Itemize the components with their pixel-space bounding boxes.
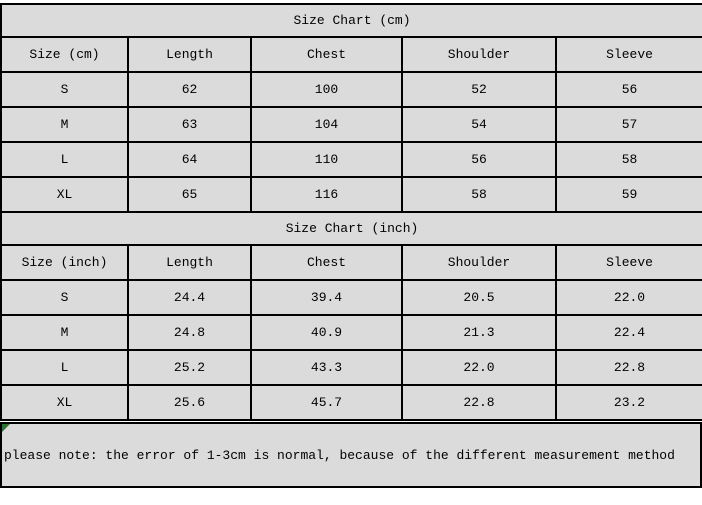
table-row [1,177,702,212]
table-row [1,142,702,177]
size-label-cell: XL [1,385,128,420]
table-cell: 24.4 [128,280,251,315]
table-cell: 25.2 [128,350,251,385]
table-cell: 22.0 [556,280,702,315]
table-row [1,350,702,385]
table-cell: 100 [251,72,402,107]
table-cell: 39.4 [251,280,402,315]
column-header: Shoulder [402,245,556,280]
table-cell: 56 [402,142,556,177]
table-row [1,107,702,142]
column-header: Length [128,37,251,72]
table-cell: 23.2 [556,385,702,420]
table-row [1,315,702,350]
table-cell: 21.3 [402,315,556,350]
table-title-row [1,212,702,245]
table-cell: 110 [251,142,402,177]
table-cell: 59 [556,177,702,212]
table-cell: 22.8 [402,385,556,420]
table-cell: 64 [128,142,251,177]
table-row [1,280,702,315]
table-cell: 58 [556,142,702,177]
note-box [0,422,702,488]
note-text: please note: the error of 1-3cm is normal, because of the different measurement method [4,447,675,463]
column-header: Size (cm) [1,37,128,72]
table-cell: 58 [402,177,556,212]
table-cell: 57 [556,107,702,142]
size-label-cell: M [1,107,128,142]
table-cell: 40.9 [251,315,402,350]
table-cell: 22.8 [556,350,702,385]
table-cell: 43.3 [251,350,402,385]
column-header: Sleeve [556,37,702,72]
column-header: Size (inch) [1,245,128,280]
column-header: Sleeve [556,245,702,280]
column-header: Chest [251,245,402,280]
table-title: Size Chart (inch) [1,212,702,245]
table-title-row [1,4,702,37]
table-row [1,72,702,107]
table-cell: 20.5 [402,280,556,315]
size-label-cell: XL [1,177,128,212]
table-cell: 56 [556,72,702,107]
table-cell: 25.6 [128,385,251,420]
cell-corner-triangle-icon [2,424,10,432]
table-row [1,385,702,420]
table-cell: 24.8 [128,315,251,350]
size-table-body [1,4,702,420]
table-cell: 54 [402,107,556,142]
table-cell: 45.7 [251,385,402,420]
table-cell: 22.0 [402,350,556,385]
table-cell: 65 [128,177,251,212]
header-row [1,37,702,72]
table-cell: 52 [402,72,556,107]
size-label-cell: S [1,280,128,315]
header-row [1,245,702,280]
table-cell: 116 [251,177,402,212]
size-label-cell: S [1,72,128,107]
table-cell: 63 [128,107,251,142]
column-header: Length [128,245,251,280]
table-cell: 104 [251,107,402,142]
size-label-cell: M [1,315,128,350]
size-label-cell: L [1,142,128,177]
column-header: Shoulder [402,37,556,72]
size-label-cell: L [1,350,128,385]
table-cell: 22.4 [556,315,702,350]
column-header: Chest [251,37,402,72]
table-cell: 62 [128,72,251,107]
table-title: Size Chart (cm) [1,4,702,37]
size-table [0,3,702,421]
